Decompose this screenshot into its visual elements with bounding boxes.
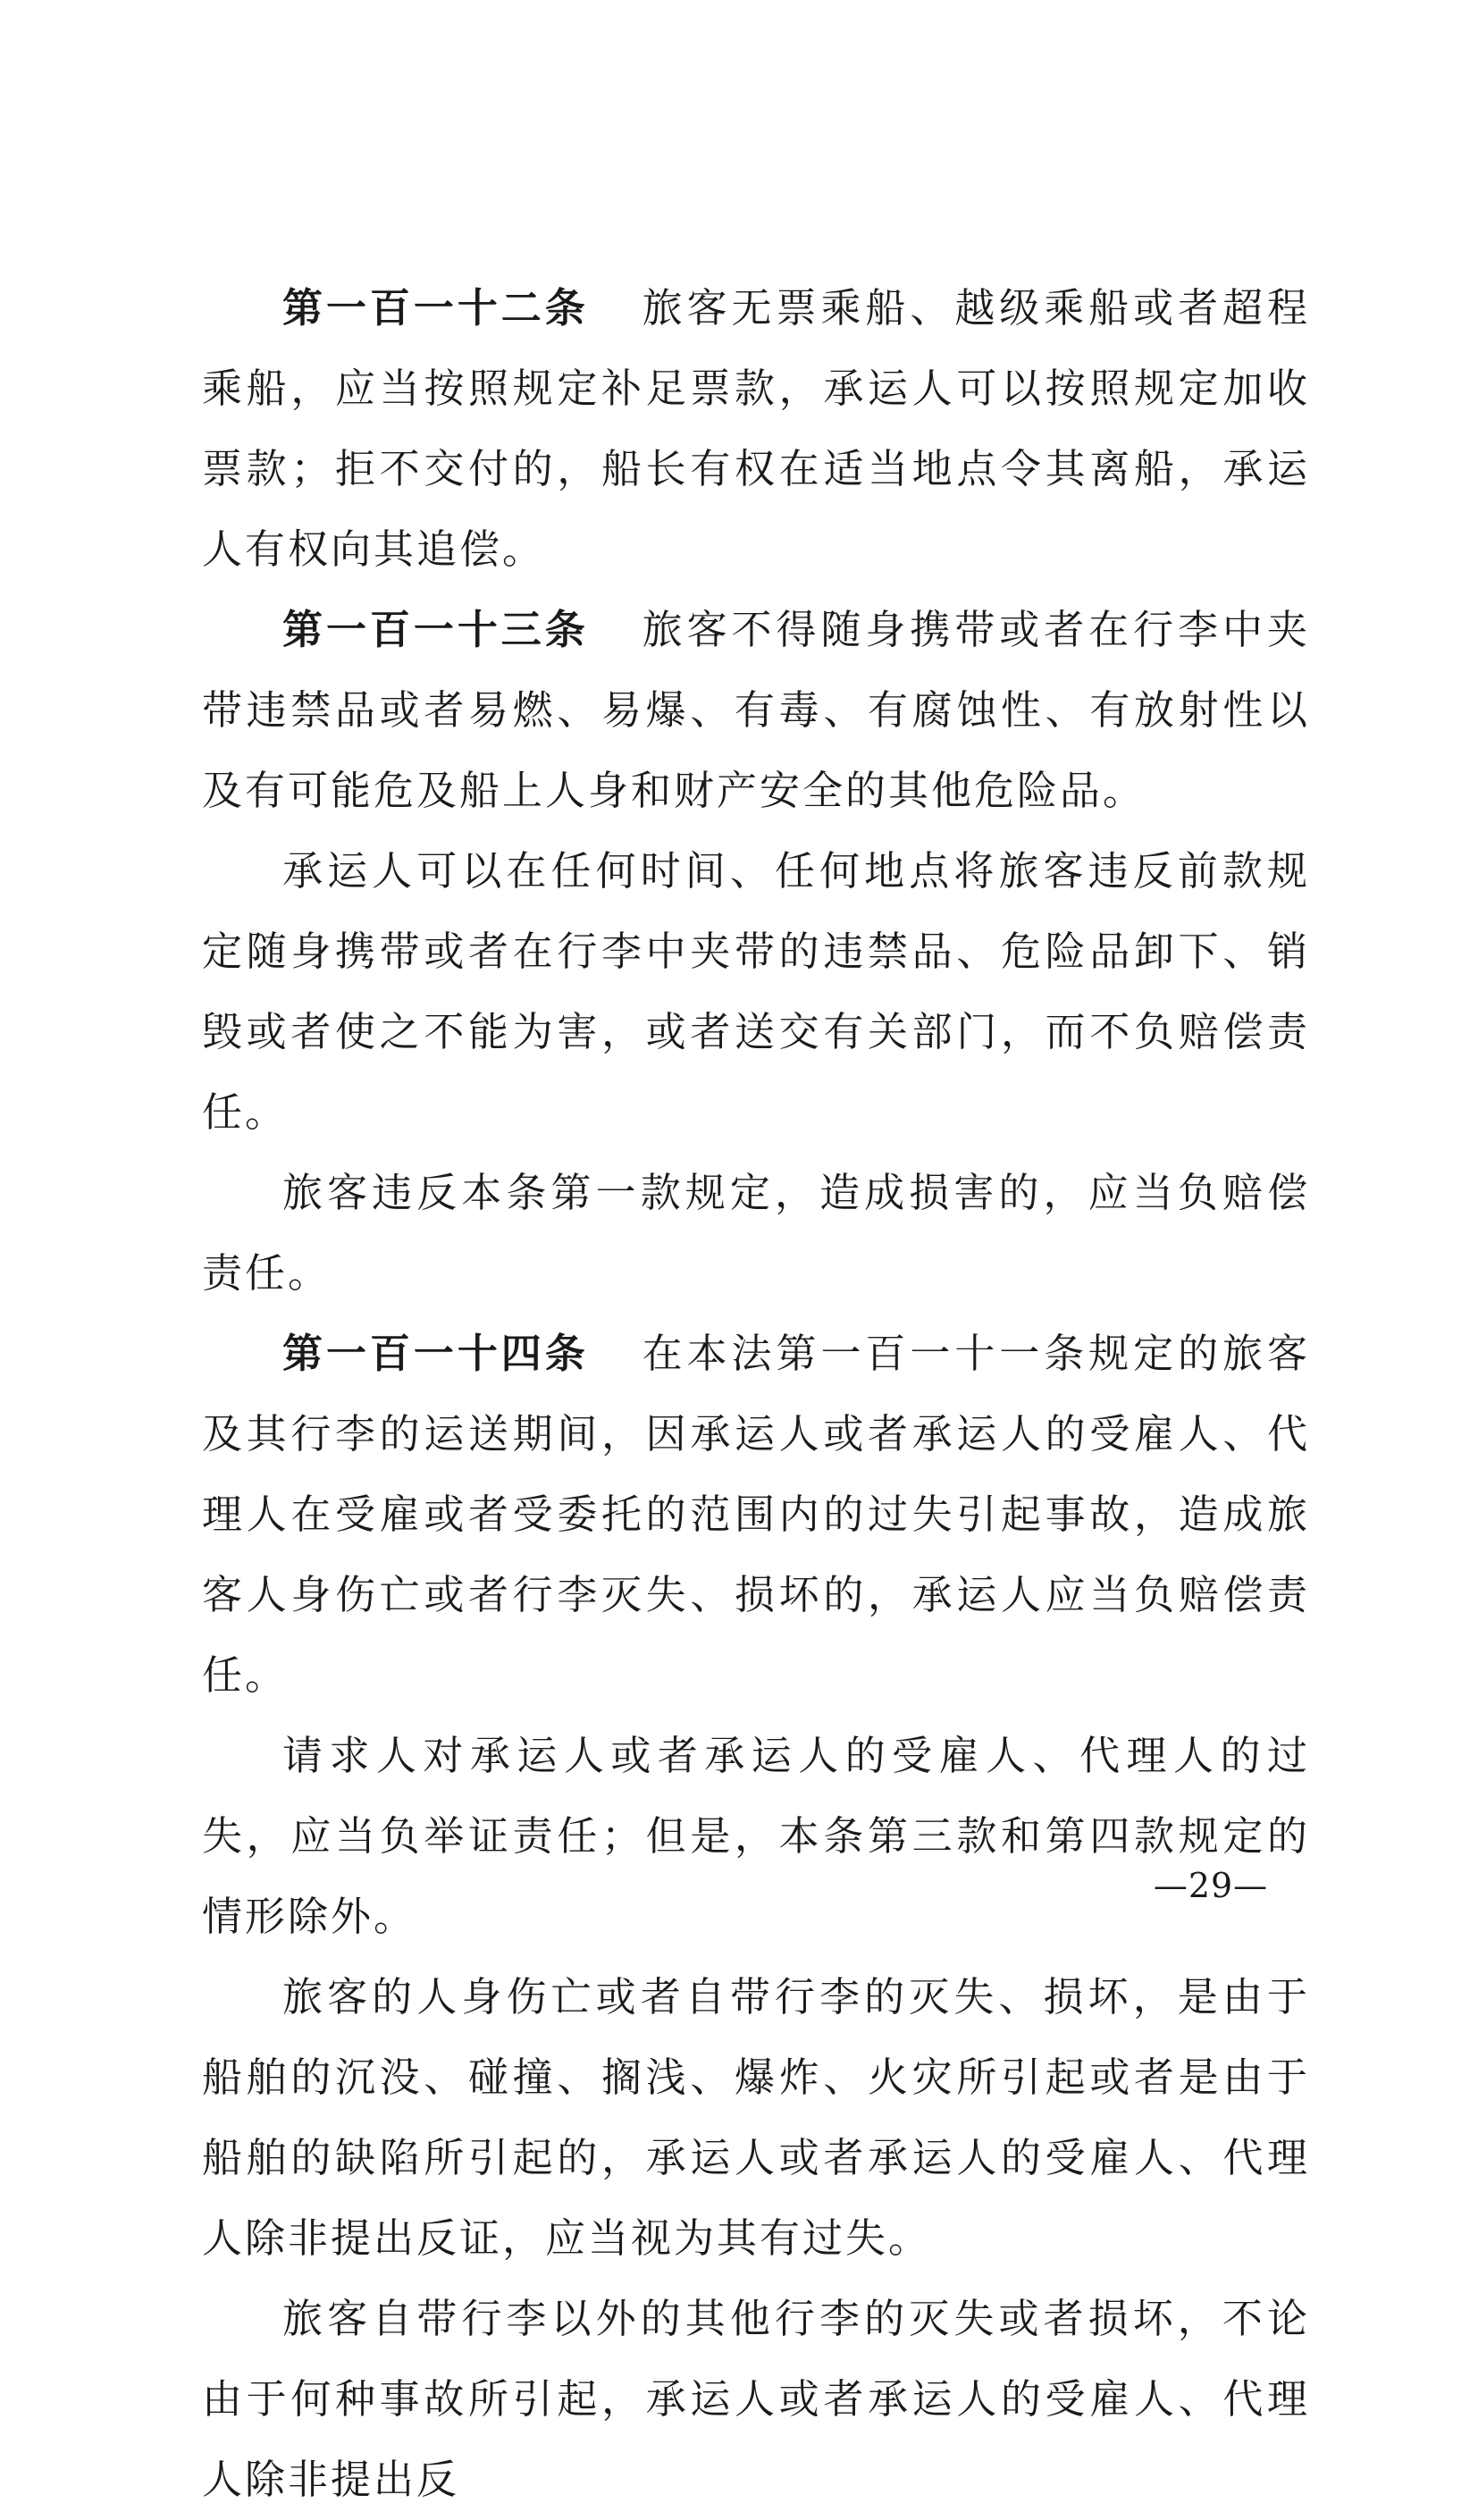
paragraph-text: 旅客不得随身携带或者在行李中夹带违禁品或者易燃、易爆、有毒、有腐蚀性、有放射性以及有可能危及船上人身和财产安全的其他危险品。	[202, 606, 1310, 814]
paragraph-text: 请求人对承运人或者承运人的受雇人、代理人的过失，应当负举证责任；但是，本条第三款和第四款规定的情形除外。	[202, 1732, 1310, 1940]
paragraph-article-113	[202, 590, 1310, 831]
article-number: 第一百一十三条	[282, 606, 589, 653]
paragraph-article-112	[202, 268, 1310, 590]
paragraph-text: 承运人可以在任何时间、任何地点将旅客违反前款规定随身携带或者在行李中夹带的违禁品、危险品卸下、销毁或者使之不能为害，或者送交有关部门，而不负赔偿责任。	[202, 847, 1310, 1136]
article-number: 第一百一十四条	[282, 1330, 589, 1377]
page-number: —29—	[1153, 1866, 1269, 1905]
paragraph	[202, 831, 1310, 1153]
paragraph	[202, 2279, 1310, 2520]
paragraph-text: 旅客自带行李以外的其他行李的灭失或者损坏，不论由于何种事故所引起，承运人或者承运人的受雇人、代理人除非提出反	[202, 2295, 1310, 2503]
paragraph	[202, 1716, 1310, 1957]
paragraph	[202, 1957, 1310, 2279]
paragraph-text: 旅客的人身伤亡或者自带行李的灭失、损坏，是由于船舶的沉没、碰撞、搁浅、爆炸、火灾所引起或者是由于船舶的缺陷所引起的，承运人或者承运人的受雇人、代理人除非提出反证，应当视为其有过失。	[202, 1973, 1310, 2262]
article-number: 第一百一十二条	[282, 284, 589, 332]
paragraph-text: 旅客违反本条第一款规定，造成损害的，应当负赔偿责任。	[202, 1169, 1310, 1297]
paragraph-text: 旅客无票乘船、越级乘船或者超程乘船，应当按照规定补足票款，承运人可以按照规定加收票款；拒不交付的，船长有权在适当地点令其离船，承运人有权向其追偿。	[202, 284, 1310, 573]
paragraph-article-114	[202, 1314, 1310, 1716]
paragraph	[202, 1153, 1310, 1314]
paragraph-text: 在本法第一百一十一条规定的旅客及其行李的运送期间，因承运人或者承运人的受雇人、代理人在受雇或者受委托的范围内的过失引起事故，造成旅客人身伤亡或者行李灭失、损坏的，承运人应当负赔偿责任。	[202, 1330, 1310, 1699]
document-body	[202, 268, 1310, 2520]
